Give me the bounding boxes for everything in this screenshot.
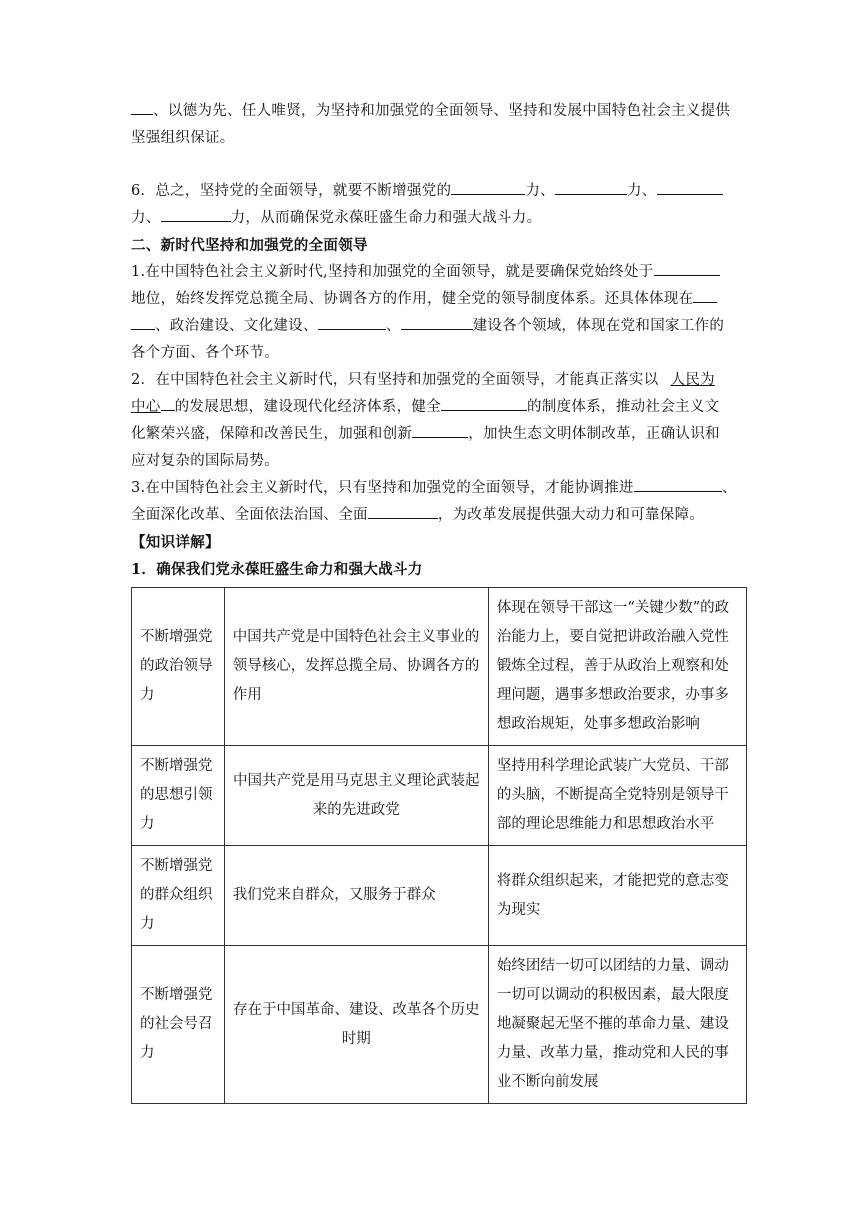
table-row xyxy=(132,846,747,946)
point-3: 3.在中国特色社会主义新时代，只有坚持和加强党的全面领导，才能协调推进 、 xyxy=(131,475,741,502)
fill-blank[interactable] xyxy=(634,475,722,492)
point-2-cont: 化繁荣兴盛，保障和改善民生，加强和创新 ，加快生态文明体制改革，正确认识和 xyxy=(131,421,741,448)
table-cell: 将群众组织起来，才能把党的意志变为现实 xyxy=(488,846,746,946)
table-cell: 不断增强党的社会号召力 xyxy=(132,946,225,1104)
point-2-cont: 中心 的发展思想，建设现代化经济体系，健全 的制度体系，推动社会主义文 xyxy=(131,394,741,421)
table-cell: 中国共产党是中国特色社会主义事业的领导核心，发挥总揽全局、协调各方的作用 xyxy=(224,588,488,746)
fill-blank[interactable] xyxy=(131,313,155,330)
question-6-cont: 力、 力，从而确保党永葆旺盛生命力和强大战斗力。 xyxy=(131,205,741,232)
fill-blank[interactable] xyxy=(318,313,386,330)
fill-blank[interactable] xyxy=(654,259,720,276)
fill-blank[interactable] xyxy=(412,421,468,438)
fill-blank[interactable] xyxy=(441,394,527,411)
table-cell: 我们党来自群众，又服务于群众 xyxy=(224,846,488,946)
table-cell: 始终团结一切可以团结的力量、调动一切可以调动的积极因素，最大限度地凝聚起无坚不摧的革命力量、建设力量、改革力量，推动党和人民的事业不断向前发展 xyxy=(488,946,746,1104)
point-3-cont: 全面深化改革、全面依法治国、全面 ，为改革发展提供强大动力和可靠保障。 xyxy=(131,502,741,529)
document-page xyxy=(131,98,741,1104)
point-1: 1.在中国特色社会主义新时代,坚持和加强党的全面领导，就是要确保党始终处于 xyxy=(131,259,741,286)
fill-blank[interactable] xyxy=(657,178,723,195)
table-cell: 存在于中国革命、建设、改革各个历史时期 xyxy=(224,946,488,1104)
fill-blank[interactable] xyxy=(131,98,153,115)
fill-blank[interactable] xyxy=(555,178,627,195)
table-row xyxy=(132,746,747,846)
table-cell: 中国共产党是用马克思主义理论武装起来的先进政党 xyxy=(224,746,488,846)
table-row xyxy=(132,946,747,1104)
point-1-cont: 地位，始终发挥党总揽全局、协调各方的作用，健全党的领导制度体系。还具体体现在 xyxy=(131,286,741,313)
point-1-cont: 各个方面、各个环节。 xyxy=(131,345,279,361)
table-cell: 不断增强党的政治领导力 xyxy=(132,588,225,746)
text-line: 坚强组织保证。 xyxy=(131,130,235,146)
table-row xyxy=(132,588,747,746)
fill-blank[interactable] xyxy=(401,313,473,330)
fill-blank[interactable] xyxy=(693,286,717,303)
fill-blank[interactable] xyxy=(161,205,231,222)
table-cell: 不断增强党的群众组织力 xyxy=(132,846,225,946)
knowledge-title: 1．确保我们党永葆旺盛生命力和强大战斗力 xyxy=(131,561,423,578)
table-cell: 体现在领导干部这一“关键少数”的政治能力上，要自觉把讲政治融入党性锻炼全过程，善于从政治上观察和处理问题，遇事多想政治要求，办事多想政治规矩，处事多想政治影响 xyxy=(488,588,746,746)
table-cell: 坚持用科学理论武装广大党员、干部的头脑，不断提高全党特别是领导干部的理论思维能力和思想政治水平 xyxy=(488,746,746,846)
table-cell: 不断增强党的思想引领力 xyxy=(132,746,225,846)
text-line: 、以德为先、任人唯贤，为坚持和加强党的全面领导、坚持和发展中国特色社会主义提供 xyxy=(131,98,741,125)
point-2: 2．在中国特色社会主义新时代，只有坚持和加强党的全面领导，才能真正落实以 人民为 xyxy=(131,372,715,388)
knowledge-table xyxy=(131,587,747,1104)
point-1-cont: 、政治建设、文化建设、 、 建设各个领域，体现在党和国家工作的 xyxy=(131,313,741,340)
question-6: 6．总之，坚持党的全面领导，就要不断增强党的 力、 力、 xyxy=(131,178,741,205)
point-2-cont: 应对复杂的国际局势。 xyxy=(131,453,279,469)
fill-blank[interactable] xyxy=(368,502,438,519)
fill-blank[interactable] xyxy=(451,178,525,195)
section-heading: 二、新时代坚持和加强党的全面领导 xyxy=(131,237,368,254)
knowledge-heading: 【知识详解】 xyxy=(131,534,220,551)
